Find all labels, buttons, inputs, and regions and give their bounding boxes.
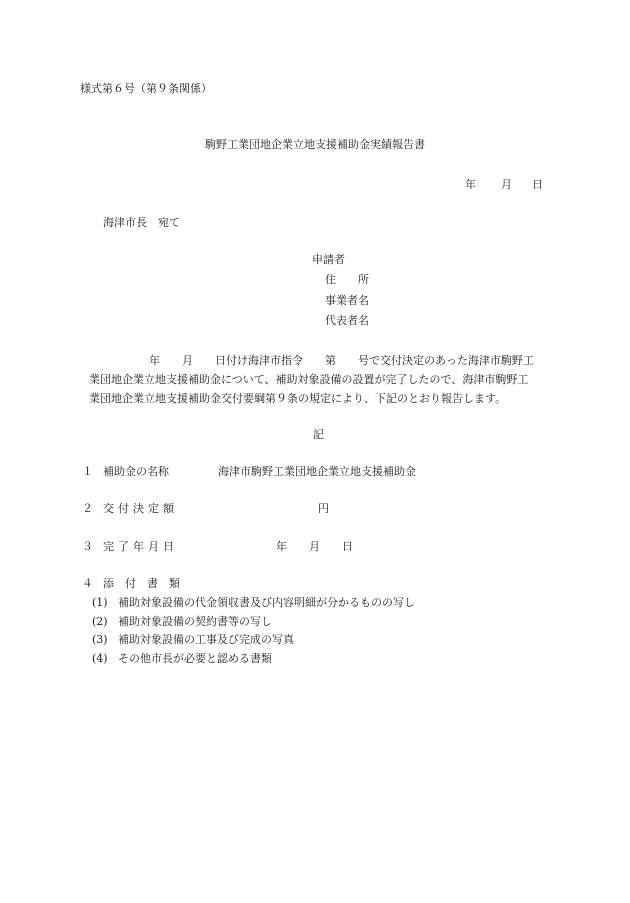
attachment-item <box>92 634 294 645</box>
form-number-label: 様式第６号（第９条関係） <box>80 82 212 95</box>
body-line: 年 月 日付け海津市指令 第 号で交付決定のあった海津市駒野工 <box>149 354 534 367</box>
report-date <box>465 179 543 190</box>
attachment-text: 補助対象設備の契約書等の写し <box>118 615 272 628</box>
attachment-number: (2) <box>92 615 108 628</box>
addressee: 海津市長 宛て <box>103 216 180 229</box>
item-value-grant-amount: 円 <box>318 502 329 515</box>
body-line: 業団地企業立地支援補助金交付要綱第９条の規定により、下記のとおり報告します。 <box>89 392 507 405</box>
item-value-completion-date: 年 月 日 <box>276 540 353 553</box>
item-label-completion-date: 完了年月日 <box>103 540 178 553</box>
attachment-text: 補助対象設備の工事及び完成の写真 <box>118 633 294 646</box>
item-number: ２ <box>82 502 93 515</box>
attachment-item <box>92 616 272 627</box>
attachment-item <box>92 597 415 608</box>
item-value-subsidy-name: 海津市駒野工業団地企業立地支援補助金 <box>218 465 416 478</box>
date-month: 月 <box>501 178 512 191</box>
body-line: 業団地企業立地支援補助金について、補助対象設備の設置が完了したので、海津市駒野工 <box>89 373 529 386</box>
attachment-text: 補助対象設備の代金領収書及び内容明細が分かるものの写し <box>118 596 415 609</box>
document-title: 駒野工業団地企業立地支援補助金実績報告書 <box>205 138 425 151</box>
item-label-grant-amount: 交付決定額 <box>103 502 178 515</box>
item-number: １ <box>82 465 93 478</box>
applicant-address-label: 住 所 <box>325 273 369 286</box>
attachment-text: その他市長が必要と認める書類 <box>118 652 272 665</box>
attachment-item <box>92 653 272 664</box>
applicant-heading: 申請者 <box>312 253 345 266</box>
date-year: 年 <box>465 178 476 191</box>
ki-heading: 記 <box>313 428 324 441</box>
date-day: 日 <box>532 178 543 191</box>
item-number: ３ <box>82 540 93 553</box>
attachment-number: (3) <box>92 633 108 646</box>
report-body <box>89 351 564 408</box>
attachment-number: (1) <box>92 596 108 609</box>
applicant-business-label: 事業者名 <box>325 294 369 307</box>
attachment-number: (4) <box>92 652 108 665</box>
item-number: ４ <box>82 577 93 590</box>
applicant-representative-label: 代表者名 <box>325 314 369 327</box>
item-label-subsidy-name: 補助金の名称 <box>103 465 169 478</box>
item-label-attachments: 添 付 書 類 <box>103 577 180 590</box>
